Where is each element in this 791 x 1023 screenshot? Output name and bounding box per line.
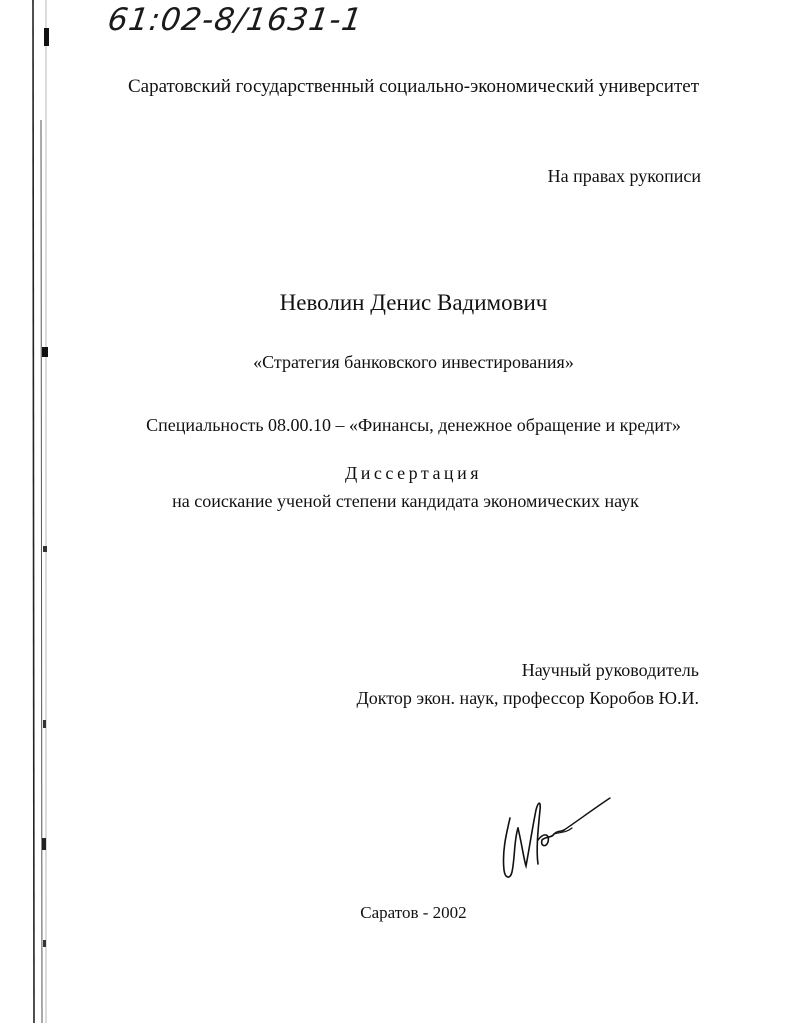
specialty: Специальность 08.00.10 – «Финансы, денежное обращение и кредит» [146, 415, 681, 435]
dissertation-title: «Стратегия банковского инвестирования» [253, 352, 574, 372]
degree-line: на соискание ученой степени кандидата экономических наук [172, 491, 639, 511]
place-year: Саратов - 2002 [360, 903, 467, 922]
author-name: Неволин Денис Вадимович [279, 290, 548, 315]
university-name: Саратовский государственный социально-экономический университет [127, 76, 700, 97]
archive-number: 61:02-8/1631-1 [105, 2, 366, 38]
signature-icon [496, 790, 616, 895]
supervisor-label: Научный руководитель [521, 660, 699, 680]
manuscript-note: На правах рукописи [547, 166, 701, 186]
supervisor-name: Доктор экон. наук, профессор Коробов Ю.И. [356, 688, 699, 708]
document-type: Диссертация [345, 463, 482, 483]
